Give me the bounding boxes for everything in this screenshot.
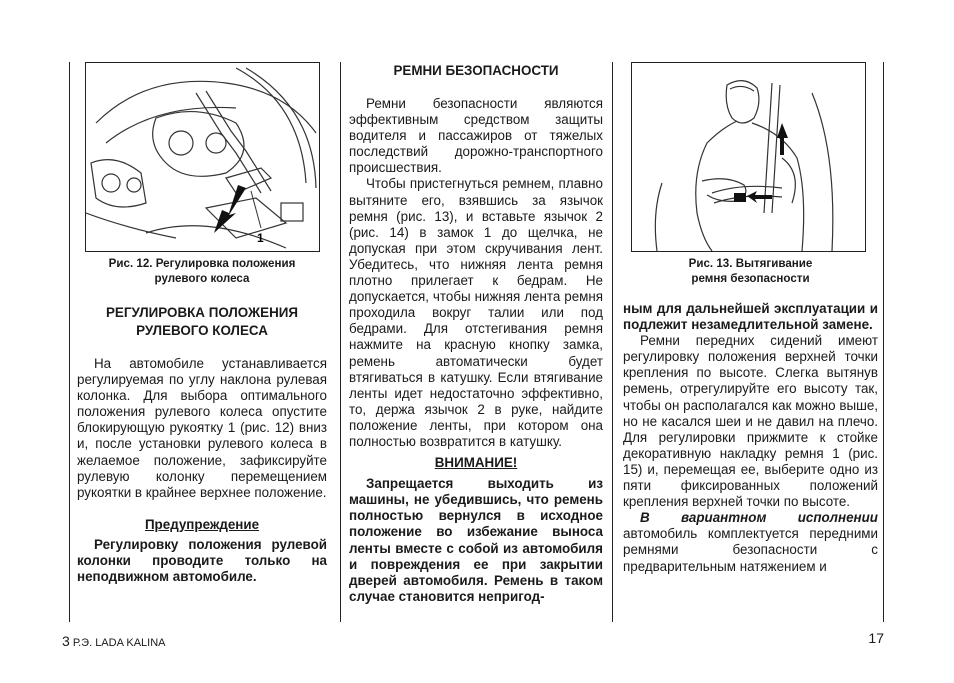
continued-bold-text: ным для дальнейшей эксплуатации и подлежит незамедлительной замене.: [623, 301, 878, 333]
middle-column: [349, 62, 603, 605]
figure-13-caption: Рис. 13. Вытягивание ремня безопасности: [688, 257, 813, 285]
figure-13-seatbelt: [631, 62, 866, 252]
warning-title: Предупреждение: [144, 516, 260, 532]
right-column: [623, 62, 878, 575]
seatbelts-para-2: Чтобы пристегнуться ремнем, плавно вытяните его, взявшись за язычок ремня (рис. 13), и вставьте язычок 2 (рис. 14) в замок 1 до щелчка, не допуская при этом скручивания лент. Убедитесь, что нижняя лента ремня плотно прилегает к бедрам. Не допускается, чтобы нижняя лента ремня проходила вокруг талии или под бедрами. Для отстегивания ремня нажмите на красную кнопку замка, ремень автоматически будет втягиваться в катушку. Если втягивание ленты идет недостаточно эффективно, то, держа язычок 2 в руке, найдите положение ленты, при котором она полностью возвратится в катушку.: [349, 176, 603, 449]
steering-paragraph: На автомобиле устанавливается регулируемая по углу наклона рулевая колонка. Для выбора оптимального положения рулевого колеса опустите блокирующую рукоятку 1 (рис. 12) вниз и, после установки рулевого колеса в желаемое положение, зафиксируйте рулевую колонку перемещением рукоятки в крайнее верхнее положение.: [77, 356, 327, 500]
attention-text: Запрещается выходить из машины, не убедившись, что ремень полностью вернулся в исходное положение во избежание выноса ленты вместе с собой из автомобиля и повреждения ее при закрытии дверей автомобиля. Ремень в таком случае становится непригод-: [349, 476, 603, 604]
seatbelts-heading: РЕМНИ БЕЗОПАСНОСТИ: [393, 63, 559, 78]
seatbelt-illustration: [632, 63, 865, 251]
variant-paragraph: В вариантном исполнении автомобиль комплектуется передними ремнями безопасности с предварительным натяжением и: [623, 510, 878, 574]
left-column: [77, 62, 327, 585]
column-rule-4: [883, 62, 884, 622]
steering-heading: РЕГУЛИРОВКА ПОЛОЖЕНИЯ РУЛЕВОГО КОЛЕСА: [106, 305, 298, 338]
column-rule-3: [612, 62, 613, 622]
figure-12-caption: Рис. 12. Регулировка положения рулевого колеса: [108, 257, 296, 285]
footer-manual-title: [62, 633, 166, 649]
column-rule-2: [340, 62, 341, 622]
attention-title: ВНИМАНИЕ!: [434, 455, 518, 471]
figure-12-steering: [85, 62, 320, 252]
steering-illustration: [86, 63, 319, 251]
footer-left-text: Р.Э. LADA KALINA: [72, 637, 166, 649]
figure-12-label: 1: [257, 231, 264, 245]
column-rule-1: [69, 62, 70, 622]
page-number: 17: [868, 630, 884, 646]
seatbelts-para-1: Ремни безопасности являются эффективным средством защиты водителя и пассажиров от тяжелых последствий дорожно-транспортного происшествия.: [349, 96, 603, 176]
warning-text: Регулировку положения рулевой колонки проводите только на неподвижном автомобиле.: [77, 536, 327, 585]
footer-left-number: 3: [62, 633, 70, 649]
height-adjust-paragraph: Ремни передних сидений имеют регулировку положения верхней точки крепления по высоте. Слегка вытянув ремень, отрегулируйте его высоту так, чтобы он располагался как можно выше, но не касался шеи и не давил на плечо. Для регулировки прижмите к стойке декоративную накладку ремня 1 (рис. 15) и, перемещая ее, выберите одно из пяти фиксированных положений крепления верхней точки по высоте.: [623, 333, 878, 510]
